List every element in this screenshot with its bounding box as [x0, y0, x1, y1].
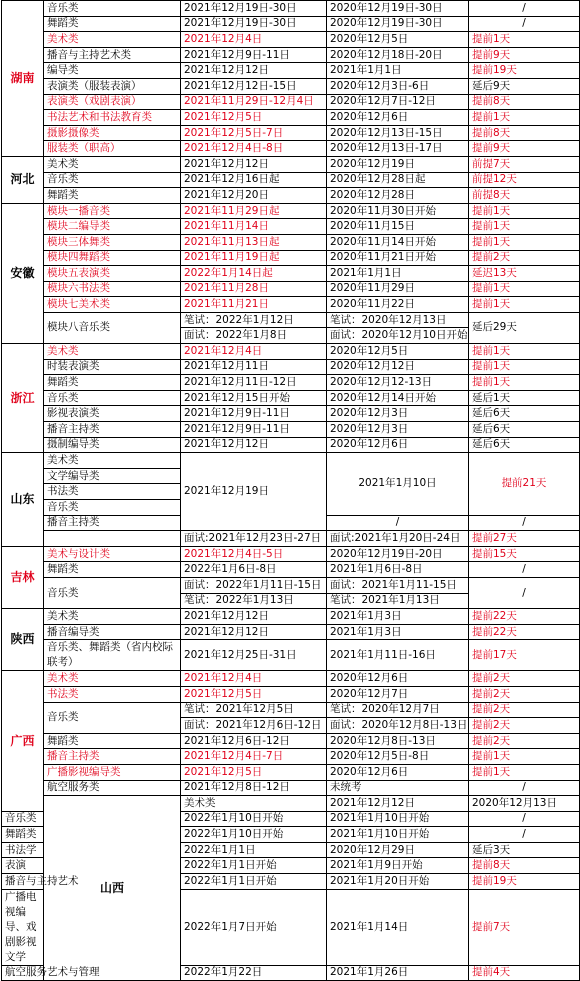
category-cell: 模块八音乐类: [44, 312, 181, 343]
date-2021-cell: 2020年11月29日: [327, 281, 469, 297]
diff-cell: 延后6天: [469, 406, 580, 422]
date-2021-cell: 2021年1月20日开始: [327, 874, 469, 890]
table-row: [2, 188, 580, 204]
category-cell: 舞蹈类: [44, 188, 181, 204]
category-cell: 摄制编导类: [44, 437, 181, 453]
category-cell: 舞蹈类: [44, 16, 181, 32]
table-row: [2, 344, 580, 360]
date-2021-cell: 2020年12月5日: [327, 344, 469, 360]
date-2022-cell: 面试：2021年12月6日-12日: [181, 718, 327, 734]
date-2021-cell: 笔试：2021年1月13日: [327, 593, 469, 609]
date-2021-cell: 2020年12月7日-12日: [327, 94, 469, 110]
date-2021-cell: 2020年12月6日: [327, 764, 469, 780]
date-2022-cell: 2022年1月7日开始: [181, 889, 327, 965]
date-2022-cell: 2021年12月8日-12日: [181, 780, 327, 796]
date-2021-cell: /: [327, 515, 469, 531]
date-2021-cell: 2021年1月1日: [327, 266, 469, 282]
diff-cell: 提前1天: [469, 749, 580, 765]
diff-cell: 提前8天: [469, 858, 580, 874]
diff-cell: /: [469, 811, 580, 827]
category-cell: 模块六书法类: [44, 281, 181, 297]
date-2022-cell: 2021年12月19日: [181, 453, 327, 531]
category-cell: 摄影摄像类: [44, 125, 181, 141]
category-cell: 美术类: [44, 671, 181, 687]
diff-cell: 提前8天: [469, 94, 580, 110]
date-2022-cell: 笔试：2021年12月5日: [181, 702, 327, 718]
date-2021-cell: 2020年12月19日-30日: [327, 1, 469, 17]
date-2021-cell: 2020年12月28日: [327, 188, 469, 204]
table-row: [2, 422, 580, 438]
date-2021-cell: 2020年12月5日: [327, 32, 469, 48]
date-2022-cell: 2022年1月10日开始: [181, 827, 327, 843]
date-2021-cell: 2021年1月3日: [327, 624, 469, 640]
category-cell: 书法类: [44, 686, 181, 702]
diff-cell: 提前2天: [469, 702, 580, 718]
category-cell: 舞蹈类: [44, 375, 181, 391]
date-2021-cell: 2020年12月12日: [327, 359, 469, 375]
date-2022-cell: 面试:2021年12月23日-27日: [181, 531, 327, 547]
date-2021-cell: 2020年11月14日开始: [327, 234, 469, 250]
date-2021-cell: 面试：2020年12月10日开始: [327, 328, 469, 344]
date-2021-cell: 2021年1月26日: [327, 965, 469, 981]
table-row: [2, 796, 580, 812]
table-row: [2, 764, 580, 780]
date-2021-cell: 2020年12月8日-13日: [327, 733, 469, 749]
category-cell: 音乐类: [44, 1, 181, 17]
date-2022-cell: 2021年12月9日-11日: [181, 422, 327, 438]
date-2021-cell: 2020年12月19日: [327, 156, 469, 172]
diff-cell: 提前1天: [469, 297, 580, 313]
diff-cell: 提前2天: [469, 733, 580, 749]
date-2021-cell: 2020年12月13日: [469, 796, 580, 812]
category-cell: 模块四舞蹈类: [44, 250, 181, 266]
date-2022-cell: 2021年12月5日: [181, 110, 327, 126]
category-cell: 音乐类: [44, 172, 181, 188]
diff-cell: 提前1天: [469, 219, 580, 235]
date-2022-cell: 2021年11月13日起: [181, 234, 327, 250]
date-2022-cell: 面试：2022年1月11日-15日: [181, 577, 327, 593]
province-cell-jilin: 吉林: [2, 546, 44, 608]
table-row: [2, 406, 580, 422]
date-2022-cell: 2021年12月5日: [181, 764, 327, 780]
category-cell: 舞蹈类: [44, 562, 181, 578]
date-2021-cell: 面试:2021年1月20日-24日: [327, 531, 469, 547]
table-row: [2, 16, 580, 32]
table-row: [2, 390, 580, 406]
category-cell: 音乐类: [44, 500, 181, 516]
diff-cell: 提前1天: [469, 234, 580, 250]
date-2022-cell: 2021年12月4日: [181, 344, 327, 360]
date-2021-cell: 2020年12月6日: [327, 110, 469, 126]
diff-cell: 提前22天: [469, 624, 580, 640]
category-cell: 表演: [2, 858, 44, 874]
table-row: [2, 78, 580, 94]
date-2021-cell: 2021年1月9日开始: [327, 858, 469, 874]
province-cell-shandong: 山东: [2, 453, 44, 547]
date-2021-cell: 2021年1月14日: [327, 889, 469, 965]
date-2022-cell: 2021年11月29日-12月4日: [181, 94, 327, 110]
date-2021-cell: 2020年11月30日开始: [327, 203, 469, 219]
date-2022-cell: 2022年1月14日起: [181, 266, 327, 282]
table-row: [2, 671, 580, 687]
diff-cell: 延后3天: [469, 842, 580, 858]
diff-cell: 提前8天: [469, 125, 580, 141]
category-cell: 播音与主持艺术: [2, 874, 44, 890]
date-2022-cell: 2021年11月14日: [181, 219, 327, 235]
date-2021-cell: 2020年12月18日-20日: [327, 47, 469, 63]
table-row: [2, 156, 580, 172]
table-row: [2, 577, 580, 593]
diff-cell: 提前2天: [469, 671, 580, 687]
date-2021-cell: 2020年12月12-13日: [327, 375, 469, 391]
diff-cell: 提前2天: [469, 718, 580, 734]
date-2022-cell: 2021年12月15日开始: [181, 390, 327, 406]
table-row: [2, 47, 580, 63]
table-row: [2, 172, 580, 188]
table-row: [2, 297, 580, 313]
category-cell: 表演类（戏剧表演）: [44, 94, 181, 110]
province-cell-hebei: 河北: [2, 156, 44, 203]
diff-cell: 延后1天: [469, 390, 580, 406]
diff-cell: 前提12天: [469, 172, 580, 188]
diff-cell: /: [469, 827, 580, 843]
table-row: [2, 63, 580, 79]
table-row: [2, 203, 580, 219]
table-row: [2, 94, 580, 110]
date-2022-cell: 2022年1月10日开始: [181, 811, 327, 827]
table-row: [2, 141, 580, 157]
province-cell-zhejiang: 浙江: [2, 344, 44, 453]
province-cell-shanxi: 山西: [44, 796, 181, 981]
category-cell: 书法学: [2, 842, 44, 858]
date-2021-cell: 面试：2021年1月11-15日: [327, 577, 469, 593]
category-cell: 模块三体舞类: [44, 234, 181, 250]
diff-cell: 提前9天: [469, 141, 580, 157]
category-cell: 播音编导类: [44, 624, 181, 640]
date-2021-cell: 2020年12月3日: [327, 406, 469, 422]
date-2021-cell: 2020年12月3日-6日: [327, 78, 469, 94]
diff-cell: 提前2天: [469, 250, 580, 266]
category-cell: 影视表演类: [44, 406, 181, 422]
diff-cell: 提前1天: [469, 281, 580, 297]
date-2021-cell: 2020年12月19日-20日: [327, 546, 469, 562]
diff-cell: 延后6天: [469, 437, 580, 453]
date-2022-cell: 2022年1月1日开始: [181, 874, 327, 890]
province-cell-guangxi: 广西: [2, 671, 44, 811]
date-2022-cell: 2021年12月12日-15日: [181, 78, 327, 94]
category-cell: 服装类（职高）: [44, 141, 181, 157]
art-exam-schedule-table: [1, 0, 580, 981]
date-2022-cell: 2021年12月6日-12日: [181, 733, 327, 749]
diff-cell: 前提8天: [469, 188, 580, 204]
category-cell: 美术类: [44, 344, 181, 360]
date-2022-cell: 2021年12月12日: [181, 156, 327, 172]
date-2021-cell: 笔试：2020年12月13日: [327, 312, 469, 328]
category-cell: 舞蹈类: [2, 827, 44, 843]
date-2022-cell: 2022年1月1日开始: [181, 858, 327, 874]
date-2021-cell: 2020年11月21日开始: [327, 250, 469, 266]
date-2022-cell: 2021年12月4日: [181, 32, 327, 48]
diff-cell: 提前22天: [469, 609, 580, 625]
category-cell: 美术与设计类: [44, 546, 181, 562]
table-row: [2, 686, 580, 702]
date-2022-cell: 笔试：2022年1月13日: [181, 593, 327, 609]
date-2022-cell: 2021年12月4日-5日: [181, 546, 327, 562]
category-cell: 音乐类: [2, 811, 44, 827]
diff-cell: 提前4天: [469, 965, 580, 981]
table-row: [2, 624, 580, 640]
table-row: [2, 733, 580, 749]
date-2021-cell: 2020年12月19日-30日: [327, 16, 469, 32]
date-2022-cell: 2021年12月4日-8日: [181, 141, 327, 157]
date-2022-cell: 2021年12月12日: [327, 796, 469, 812]
date-2021-cell: 2020年12月13日-17日: [327, 141, 469, 157]
date-2022-cell: 2021年11月28日: [181, 281, 327, 297]
category-cell: 美术类: [44, 156, 181, 172]
date-2022-cell: 2021年12月4日-7日: [181, 749, 327, 765]
category-cell: 音乐类: [44, 577, 181, 608]
date-2021-cell: 2020年12月14日开始: [327, 390, 469, 406]
date-2021-cell: 未统考: [327, 780, 469, 796]
category-cell: 航空服务类: [44, 780, 181, 796]
table-row: [2, 281, 580, 297]
table-row: [2, 219, 580, 235]
date-2022-cell: 2022年1月1日: [181, 842, 327, 858]
date-2022-cell: 2021年12月25日-31日: [181, 640, 327, 671]
diff-cell: /: [469, 780, 580, 796]
category-cell: 音乐类: [44, 390, 181, 406]
date-2021-cell: 2020年12月6日: [327, 437, 469, 453]
date-2022-cell: 2021年11月21日: [181, 297, 327, 313]
date-2022-cell: 2021年12月19日-30日: [181, 16, 327, 32]
category-cell: 美术类: [181, 796, 327, 812]
date-2021-cell: 2021年1月10日开始: [327, 811, 469, 827]
category-cell: 广播影视编导类: [44, 764, 181, 780]
diff-cell: /: [469, 577, 580, 608]
table-row: [2, 375, 580, 391]
date-2022-cell: 面试：2022年1月8日: [181, 328, 327, 344]
date-2022-cell: 2021年12月12日: [181, 609, 327, 625]
table-row: [2, 266, 580, 282]
category-cell: 表演类（服装表演）: [44, 78, 181, 94]
category-cell: 舞蹈类: [44, 733, 181, 749]
category-cell: 书法类: [44, 484, 181, 500]
category-cell: 音乐类、舞蹈类（省内校际联考）: [44, 640, 181, 671]
date-2022-cell: 2021年12月12日: [181, 437, 327, 453]
category-cell: 模块五表演类: [44, 266, 181, 282]
date-2022-cell: 2021年12月11日-12日: [181, 375, 327, 391]
category-cell: 时装表演类: [44, 359, 181, 375]
table-row: [2, 250, 580, 266]
table-row: [2, 780, 580, 796]
diff-cell: 提前1天: [469, 203, 580, 219]
table-row: [2, 110, 580, 126]
date-2021-cell: 2021年1月10日: [327, 453, 469, 515]
diff-cell: /: [469, 1, 580, 17]
category-cell: [44, 531, 181, 547]
date-2022-cell: 2021年12月12日: [181, 624, 327, 640]
date-2021-cell: 2020年11月22日: [327, 297, 469, 313]
category-cell: 播音主持类: [44, 515, 181, 531]
table-row: [2, 234, 580, 250]
province-cell-anhui: 安徽: [2, 203, 44, 343]
diff-cell: 提前7天: [469, 889, 580, 965]
date-2021-cell: 2021年1月6日-8日: [327, 562, 469, 578]
diff-cell: 延后6天: [469, 422, 580, 438]
category-cell: 模块一播音类: [44, 203, 181, 219]
diff-cell: /: [469, 562, 580, 578]
category-cell: 编导类: [44, 63, 181, 79]
province-cell-shaanxi: 陕西: [2, 609, 44, 671]
date-2022-cell: 2021年11月29日起: [181, 203, 327, 219]
category-cell: 文学编导类: [44, 468, 181, 484]
category-cell: 美术类: [44, 453, 181, 469]
diff-cell: 前提7天: [469, 156, 580, 172]
date-2021-cell: 2021年1月3日: [327, 609, 469, 625]
category-cell: 广播电视编导、戏剧影视文学: [2, 889, 44, 965]
province-cell-hunan: 湖南: [2, 1, 44, 157]
diff-cell: 延迟13天: [469, 266, 580, 282]
category-cell: 播音与主持艺术类: [44, 47, 181, 63]
date-2022-cell: 2021年12月4日: [181, 671, 327, 687]
date-2021-cell: 2021年1月11日-16日: [327, 640, 469, 671]
date-2022-cell: 2021年12月19日-30日: [181, 1, 327, 17]
date-2021-cell: 2021年1月10日开始: [327, 827, 469, 843]
table-row: [2, 531, 580, 547]
diff-cell: 提前1天: [469, 375, 580, 391]
date-2022-cell: 2021年12月11日: [181, 359, 327, 375]
diff-cell: /: [469, 16, 580, 32]
date-2022-cell: 2022年1月22日: [181, 965, 327, 981]
diff-cell: 提前19天: [469, 874, 580, 890]
table-row: [2, 312, 580, 328]
date-2021-cell: 面试：2020年12月8日-13日: [327, 718, 469, 734]
date-2021-cell: 2020年12月29日: [327, 842, 469, 858]
table-row: [2, 125, 580, 141]
date-2022-cell: 2022年1月6日-8日: [181, 562, 327, 578]
diff-cell: 提前27天: [469, 531, 580, 547]
date-2022-cell: 2021年12月9日-11日: [181, 47, 327, 63]
category-cell: 模块二编导类: [44, 219, 181, 235]
date-2022-cell: 2021年12月20日: [181, 188, 327, 204]
table-row: [2, 702, 580, 718]
table-row: [2, 562, 580, 578]
category-cell: 音乐类: [44, 702, 181, 733]
diff-cell: 提前9天: [469, 47, 580, 63]
date-2021-cell: 2020年12月3日: [327, 422, 469, 438]
diff-cell: 提前17天: [469, 640, 580, 671]
date-2022-cell: 2021年12月16日起: [181, 172, 327, 188]
diff-cell: 提前1天: [469, 344, 580, 360]
category-cell: 航空服务艺术与管理: [2, 965, 44, 981]
date-2022-cell: 2021年11月19日起: [181, 250, 327, 266]
table-row: [2, 609, 580, 625]
category-cell: 播音主持类: [44, 749, 181, 765]
category-cell: 美术类: [44, 32, 181, 48]
table-row: [2, 546, 580, 562]
category-cell: 播音主持类: [44, 422, 181, 438]
date-2022-cell: 2021年12月5日: [181, 686, 327, 702]
date-2021-cell: 2020年12月28日起: [327, 172, 469, 188]
diff-cell: /: [469, 515, 580, 531]
diff-cell: 提前1天: [469, 764, 580, 780]
category-cell: 美术类: [44, 609, 181, 625]
diff-cell: 提前15天: [469, 546, 580, 562]
date-2022-cell: 2021年12月12日: [181, 63, 327, 79]
table-row: [2, 437, 580, 453]
table-row: [2, 453, 580, 469]
date-2021-cell: 笔试：2020年12月7日: [327, 702, 469, 718]
date-2021-cell: 2020年11月15日: [327, 219, 469, 235]
category-cell: 书法艺术和书法教育类: [44, 110, 181, 126]
diff-cell: 提前2天: [469, 686, 580, 702]
diff-cell: 延后29天: [469, 312, 580, 343]
date-2021-cell: 2020年12月13日-15日: [327, 125, 469, 141]
date-2021-cell: 2020年12月6日: [327, 671, 469, 687]
date-2021-cell: 2020年12月7日: [327, 686, 469, 702]
table-row: [2, 749, 580, 765]
category-cell: 模块七美术类: [44, 297, 181, 313]
date-2022-cell: 2021年12月5日-7日: [181, 125, 327, 141]
table-row: [2, 359, 580, 375]
diff-cell: 提前1天: [469, 359, 580, 375]
diff-cell: 提前1天: [469, 110, 580, 126]
date-2021-cell: 2020年12月5日-8日: [327, 749, 469, 765]
diff-cell: 提前1天: [469, 32, 580, 48]
diff-cell: 延后9天: [469, 78, 580, 94]
date-2022-cell: 笔试：2022年1月12日: [181, 312, 327, 328]
date-2021-cell: 2021年1月1日: [327, 63, 469, 79]
diff-cell: 提前21天: [469, 453, 580, 515]
table-row: [2, 32, 580, 48]
table-row: [2, 1, 580, 17]
date-2022-cell: 2021年12月9日-11日: [181, 406, 327, 422]
diff-cell: 提前19天: [469, 63, 580, 79]
